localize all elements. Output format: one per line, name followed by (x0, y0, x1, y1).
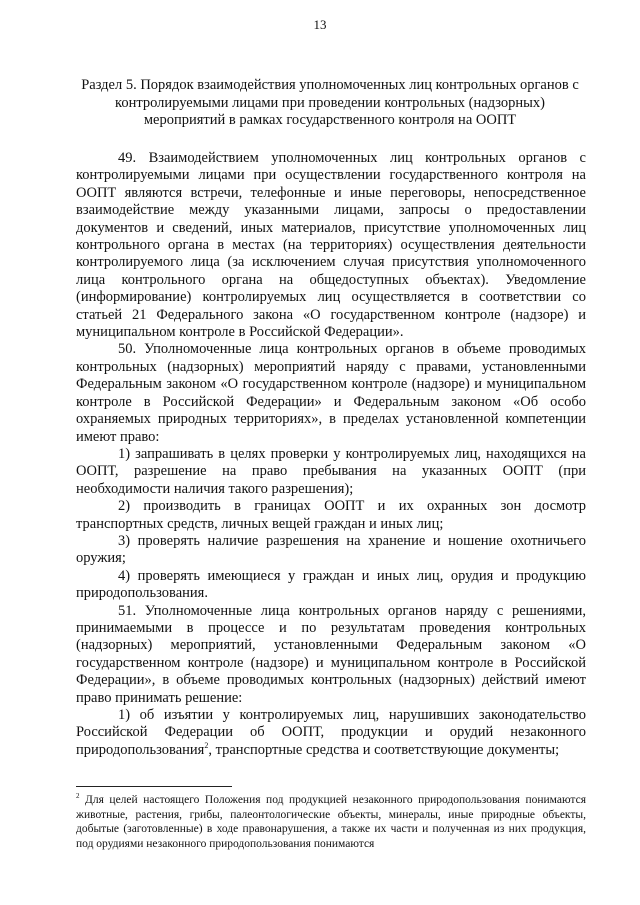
document-body (76, 150, 586, 759)
footnote (76, 793, 586, 851)
footnote-text: Для целей настоящего Положения под продукцией незаконного природопользования понимаются животные, растения, грибы, палеонтологические объекты, минералы, иные природные объекты, добытые (заготовленные) в ходе правонарушения, а также их части и полученная из них продукция, под орудиями незаконного природопользования понимаются (76, 794, 586, 850)
list-item-51-1-tail: , транспортные средства и соответствующие документы; (208, 741, 560, 758)
footnote-mark: 2 (76, 792, 80, 801)
section-title: Раздел 5. Порядок взаимодействия уполномоченных лиц контрольных органов с контролируемыми лицами при проведении контрольных (надзорных) мероприятий в рамках государственного контроля на ООПТ (81, 77, 579, 128)
paragraph-49: 49. Взаимодействием уполномоченных лиц контрольных органов с контролируемыми лицами при осуществлении государственного контроля на ООПТ являются встречи, телефонные и иные переговоры, непосредственное взаимодействие между указанными лицами, запросы о предоставлении документов и сведений, иных материалов, присутствие уполномоченных лиц контрольного органа в местах (на территориях) осуществления деятельности контролируемого лица (за исключением случая присутствия уполномоченного лица контрольного органа на общедоступных объектах). Уведомление (информирование) контролируемых лиц осуществляется в соответствии со статьей 21 Федерального закона «О государственном контроле (надзоре) и муниципальном контроле в Российской Федерации». (76, 150, 586, 341)
page-number: 13 (313, 17, 327, 32)
list-item-50-2: 2) производить в границах ООПТ и их охранных зон досмотр транспортных средств, личных вещей граждан и иных лиц; (76, 498, 586, 532)
footnote-divider (76, 786, 232, 787)
paragraph-51: 51. Уполномоченные лица контрольных органов наряду с решениями, принимаемыми в процессе и по результатам проведения контрольных (надзорных) мероприятий, установленными Федеральным законом «О государственном контроле (надзоре) и муниципальном контроле в Российской Федерации», в объеме проводимых контрольных (надзорных) действий имеют право принимать решение: (76, 602, 586, 706)
list-item-50-1: 1) запрашивать в целях проверки у контролируемых лиц, находящихся на ООПТ, разрешение на право пребывания на указанных ООПТ (при необходимости наличия такого разрешения); (76, 445, 586, 497)
list-item-51-1 (76, 707, 586, 759)
footnote-reference[interactable]: 2 (204, 740, 209, 750)
list-item-51-1-text: 1) об изъятии у контролируемых лиц, нарушивших законодательство Российской Федерации об ООПТ, продукции и орудий незаконного природопользования (76, 707, 586, 758)
paragraph-50: 50. Уполномоченные лица контрольных органов в объеме проводимых контрольных (надзорных) мероприятий наряду с правами, установленными Федеральным законом «О государственном контроле (надзоре) и муниципальном контроле в Российской Федерации» и Федеральным законом «Об особо охраняемых природных территориях», в пределах установленной компетенции имеют право: (76, 341, 586, 445)
list-item-50-3: 3) проверять наличие разрешения на хранение и ношение охотничьего оружия; (76, 532, 586, 567)
list-item-50-4: 4) проверять имеющиеся у граждан и иных лиц, орудия и продукцию природопользования. (76, 567, 586, 602)
